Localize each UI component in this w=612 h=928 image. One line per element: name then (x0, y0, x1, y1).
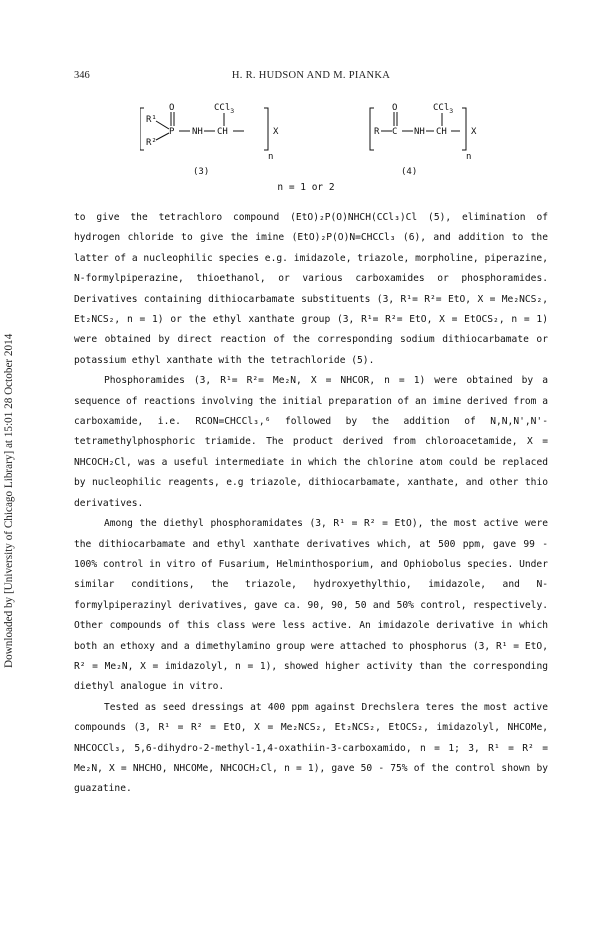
structure-4-carbon: C (392, 127, 398, 137)
structure-4-nh: NH (414, 127, 425, 137)
chemical-structures (140, 100, 510, 175)
structure-4-ccl3: CCl$_3$ (433, 103, 454, 115)
structure-4-r: R (374, 127, 380, 137)
structure-4-ch: CH (436, 127, 447, 137)
page-header (74, 70, 548, 84)
structure-3-x: X (273, 127, 279, 137)
structure-3 (140, 108, 268, 150)
structure-4-labels (374, 103, 477, 175)
structure-4-bracket-right (462, 108, 466, 150)
n-condition: n = 1 or 2 (277, 182, 335, 193)
structure-3-n: n (268, 152, 274, 162)
structure-3-ch: CH (217, 127, 228, 137)
structure-3-phosphorus: P (169, 127, 175, 137)
structure-4-n: n (466, 152, 472, 162)
structure-3-oxygen: O (169, 103, 175, 113)
structure-3-label: (3) (193, 167, 210, 175)
structure-3-r2: R² (146, 138, 157, 148)
paragraph-4: Tested as seed dressings at 400 ppm against Drechslera teres the most active compounds (3, R¹ = R² = EtO, X = Me₂NCS₂, Et₂NCS₂, EtOCS₂, imidazolyl, NHCOMe, NHCOCCl₃, 5,6-dihydro-2-methyl-1,4-oxathiin-3-carboxamido, n = 1; 3, R¹ = R² = Me₂N, X = NHCHO, NHCOMe, NHCOCH₂Cl, n = 1), gave 50 - 75% of the control shown by guazatine. (74, 701, 548, 795)
structure-3-labels (146, 103, 279, 175)
download-watermark (3, 268, 15, 668)
structure-3-bracket-left (140, 108, 144, 150)
structure-3-bond-r2 (156, 133, 169, 140)
structure-4-label: (4) (401, 167, 418, 175)
structure-3-ccl3: CCl$_3$ (214, 103, 235, 115)
structure-3-bracket-right (264, 108, 268, 150)
page-number: 346 (74, 70, 90, 81)
structure-3-nh: NH (192, 127, 203, 137)
structure-3-bond-r1 (156, 121, 169, 129)
structure-4-oxygen: O (392, 103, 398, 113)
paragraph-3: Among the diethyl phosphoramidates (3, R¹ = R² = EtO), the most active were the dithiocarbamate and ethyl xanthate derivatives which, at 500 ppm, gave 99 - 100% control in vitro of Fusarium, Helminthosporium, and Ophiobolus species. Under similar conditions, the triazole, hydroxyethylthio, imidazole, and N-formylpiperazinyl derivatives, gave ca. 90, 90, 50 and 50% control, respectively. Other compounds of this class were less active. An imidazole derivative in which both an ethoxy and a dimethylamino group were attached to phosphorus (3, R¹ = EtO, R² = Me₂N, X = imidazolyl, n = 1), showed higher activity than the corresponding diethyl analogue in vitro. (74, 518, 548, 693)
structure-drawings (140, 100, 510, 175)
paragraph-2: Phosphoramides (3, R¹= R²= Me₂N, X = NHCOR, n = 1) were obtained by a sequence of reactions involving the initial preparation of an imine derived from a carboxamide, i.e. RCON=CHCCl₃,⁶ followed by the addition of N,N,N',N'-tetramethylphosphoric triamide. The product derived from chloroacetamide, X = NHCOCH₂Cl, was a useful intermediate in which the chlorine atom could be replaced by nucleophilic reagents, e.g triazole, dithiocarbamate, xanthate, and other thio derivatives. (74, 375, 548, 509)
paragraph-1: to give the tetrachloro compound (EtO)₂P(O)NHCH(CCl₃)Cl (5), elimination of hydrogen chloride to give the imine (EtO)₂P(O)N=CHCCl₃ (6), and addition to the latter of a nucleophilic species e.g. imidazole, triazole, morpholine, piperazine, N-formylpiperazine, thioethanol, or various carboxamides or phosphoramides. Derivatives containing dithiocarbamate substituents (3, R¹= R²= EtO, X = Me₂NCS₂, Et₂NCS₂, n = 1) or the ethyl xanthate group (3, R¹= R²= EtO, X = EtOCS₂, n = 1) were obtained by direct reaction of the corresponding sodium dithiocarbamate or potassium ethyl xanthate with the tetrachloride (5). (74, 212, 548, 366)
body-text (74, 208, 548, 800)
download-watermark-text: Downloaded by [University of Chicago Library] at 15:01 28 October 2014 (3, 333, 15, 668)
structure-3-r1: R¹ (146, 115, 157, 125)
structure-4-x: X (471, 127, 477, 137)
running-title: H. R. HUDSON AND M. PIANKA (231, 70, 391, 81)
